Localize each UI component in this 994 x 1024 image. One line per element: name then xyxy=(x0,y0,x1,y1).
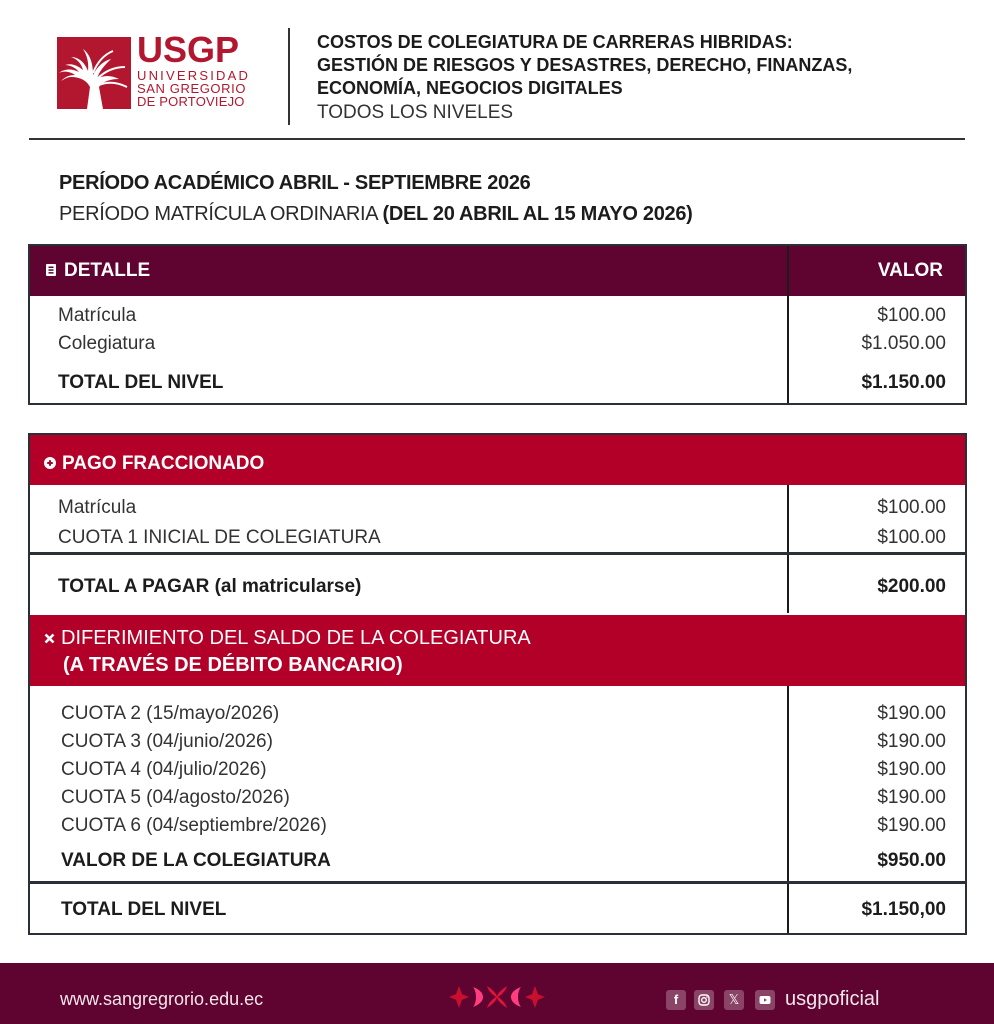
column-divider xyxy=(787,246,789,403)
row-divider xyxy=(30,881,965,884)
youtube-icon[interactable] xyxy=(755,990,775,1010)
page-title xyxy=(317,31,967,100)
detail-header-cell xyxy=(46,260,150,282)
x-icon xyxy=(44,625,55,652)
installment-table-header xyxy=(30,435,965,485)
academic-period: PERÍODO ACADÉMICO ABRIL - SEPTIEMBRE 2026 xyxy=(59,172,531,194)
circle-plus-icon xyxy=(44,453,56,475)
instagram-icon[interactable] xyxy=(694,990,714,1010)
page-subtitle: TODOS LOS NIVELES xyxy=(317,102,514,123)
quota-value: $190.00 xyxy=(877,815,946,836)
header-rule xyxy=(29,138,965,140)
decorative-ornament-icon xyxy=(447,984,547,1015)
deferral-header-line-2: (A TRAVÉS DE DÉBITO BANCARIO) xyxy=(63,654,403,677)
deferral-header xyxy=(30,615,965,686)
total-value: $1.150.00 xyxy=(861,372,946,393)
university-logo xyxy=(57,29,251,110)
enrollment-period xyxy=(59,203,693,226)
logo-wordmark: USGP xyxy=(137,29,240,70)
row-value: $100.00 xyxy=(877,497,946,518)
row-label: CUOTA 1 INICIAL DE COLEGIATURA xyxy=(58,527,381,548)
quota-label: CUOTA 6 (04/septiembre/2026) xyxy=(61,815,327,836)
quota-label: CUOTA 4 (04/julio/2026) xyxy=(61,759,267,780)
row-label: Matrícula xyxy=(58,497,137,518)
row-divider xyxy=(30,552,965,555)
installment-header-label: PAGO FRACCIONADO xyxy=(62,453,265,475)
column-divider xyxy=(787,686,789,933)
quota-label: CUOTA 2 (15/mayo/2026) xyxy=(61,703,280,724)
row-label: Matrícula xyxy=(58,305,137,326)
logo-line-2: SAN GREGORIO xyxy=(137,81,247,96)
logo-line-3: DE PORTOVIEJO xyxy=(137,94,245,109)
column-divider xyxy=(787,485,789,613)
tree-icon xyxy=(57,37,131,109)
deferral-title: DIFERIMIENTO DEL SALDO DE LA COLEGIATURA xyxy=(61,627,531,649)
deferral-header-line-1 xyxy=(44,625,531,652)
list-icon xyxy=(46,260,56,282)
detail-header-label: DETALLE xyxy=(64,260,151,282)
detail-table xyxy=(28,244,967,405)
tuition-value: $950.00 xyxy=(877,850,946,871)
social-handle[interactable]: usgpoficial xyxy=(785,988,880,1010)
title-line-3: ECONOMÍA, NEGOCIOS DIGITALES xyxy=(317,78,623,98)
installment-header-cell xyxy=(44,453,264,475)
quota-value: $190.00 xyxy=(877,703,946,724)
header-divider xyxy=(288,28,290,125)
title-line-1: COSTOS DE COLEGIATURA DE CARRERAS HIBRIDAS: xyxy=(317,32,793,52)
due-value: $200.00 xyxy=(877,576,946,597)
title-line-2: GESTIÓN DE RIESGOS Y DESASTRES, DERECHO, FINANZAS, xyxy=(317,55,853,75)
row-value: $100.00 xyxy=(877,305,946,326)
website-link[interactable]: www.sangregrorio.edu.ec xyxy=(60,989,264,1009)
quota-label: CUOTA 3 (04/junio/2026) xyxy=(61,731,273,752)
row-value: $1.050.00 xyxy=(861,333,946,354)
quota-value: $190.00 xyxy=(877,787,946,808)
row-value: $100.00 xyxy=(877,527,946,548)
value-header-label: VALOR xyxy=(877,260,943,281)
detail-table-header xyxy=(30,246,965,296)
quota-label: CUOTA 5 (04/agosto/2026) xyxy=(61,787,290,808)
x-icon[interactable]: 𝕏 xyxy=(724,990,744,1010)
installment-table xyxy=(28,433,967,935)
tuition-label: VALOR DE LA COLEGIATURA xyxy=(61,850,331,871)
quota-value: $190.00 xyxy=(877,731,946,752)
due-label: TOTAL A PAGAR (al matricularse) xyxy=(58,576,362,597)
total-label: TOTAL DEL NIVEL xyxy=(61,899,227,920)
total-label: TOTAL DEL NIVEL xyxy=(58,372,224,393)
facebook-icon[interactable]: f xyxy=(666,990,686,1010)
logo-line-1: UNIVERSIDAD xyxy=(137,68,251,83)
enrollment-period-label: PERÍODO MATRÍCULA ORDINARIA xyxy=(59,203,383,225)
total-value: $1.150,00 xyxy=(861,899,946,920)
deferral-header-cell xyxy=(44,625,531,679)
enrollment-period-dates: (DEL 20 ABRIL AL 15 MAYO 2026) xyxy=(382,203,693,225)
quota-value: $190.00 xyxy=(877,759,946,780)
row-label: Colegiatura xyxy=(58,333,156,354)
